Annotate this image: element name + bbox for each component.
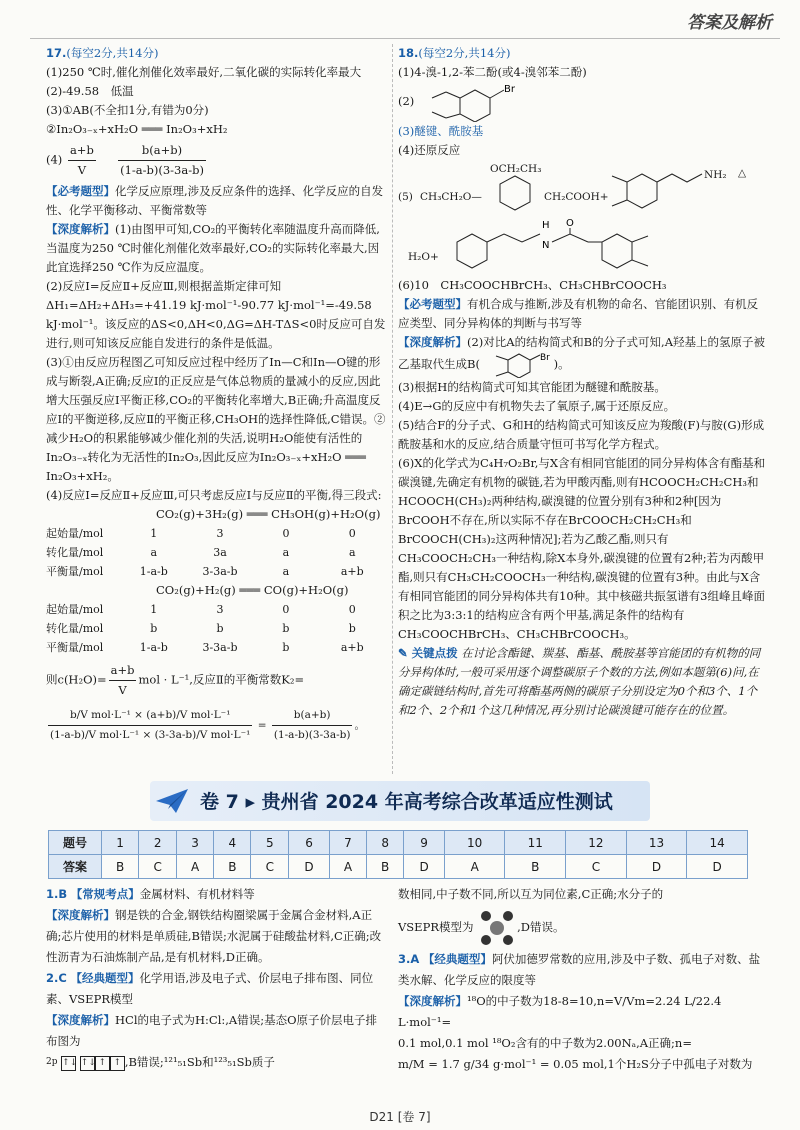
- q18-shendu-3: (3)根据H的结构简式可知其官能团为醚键和酰胺基。: [398, 380, 666, 394]
- header-cell: 答案: [49, 855, 102, 879]
- q17-section: [46, 44, 386, 745]
- q17-eq2: CO₂(g)+H₂(g) ═══ CO(g)+H₂O(g): [156, 583, 349, 597]
- paper-plane-icon: [154, 787, 190, 815]
- orbital-box: ↑↓: [61, 1056, 76, 1071]
- test-banner: [150, 781, 650, 821]
- frac-den: (1-a-b)/V mol·L⁻¹ × (3-3a-b)/V mol·L⁻¹: [50, 729, 251, 741]
- cell: a: [150, 546, 158, 559]
- structure-b-diagram: [420, 82, 530, 122]
- table-row: [46, 543, 386, 562]
- cell: 0: [348, 527, 356, 540]
- cell: B: [214, 855, 251, 879]
- orbital-box: ↑: [110, 1056, 125, 1071]
- cell: 6: [289, 831, 330, 855]
- cell: A: [177, 855, 214, 879]
- q3-text: 阿伏加德罗常数的应用,涉及中子数、孤电子对数、盐类水解、化学反应的限度等: [398, 952, 761, 987]
- q3-text-2: 0.1 mol,0.1 mol ¹⁸O₂含有的中子数为2.00Nₐ,A正确;n=: [398, 1036, 692, 1050]
- structure-b-inline-diagram: [484, 352, 554, 378]
- q3-shendu-tag: 【深度解析】: [398, 994, 467, 1008]
- cell: 0: [282, 527, 290, 540]
- row-label: 转化量/mol: [46, 622, 104, 635]
- frac-den: V: [118, 683, 127, 697]
- q17-ice-table-2: [46, 600, 386, 657]
- q17-a4-prefix: (4): [46, 152, 63, 167]
- q17-shendu-2: (2)反应Ⅰ=反应Ⅱ+反应Ⅲ,则根据盖斯定律可知ΔH₁=ΔH₂+ΔH₃=+41.19 kJ·mol⁻¹-90.77 kJ·mol⁻¹=-49.58 kJ·mol⁻¹。该反应的ΔS<0,ΔH<0,ΔG=ΔH-TΔS<0时反应可自发进行,则可知该反应能自发进行的条件是低温。: [46, 279, 386, 350]
- frac: [272, 706, 353, 745]
- orbital-label: 2p: [46, 1057, 58, 1067]
- q18-bixian-text: 有机合成与推断,涉及有机物的命名、官能团识别、有机反应类型、同分异构体的判断与书写等: [398, 297, 759, 330]
- q17-shendu-3: (3)①由反应历程图乙可知反应过程中经历了In—C和In—O键的形成与断裂,A正确;反应Ⅰ的正反应是气体总物质的量减小的反应,因此增大压强反应Ⅰ平衡正移,CO₂的平衡转化率增大,B正确;升高温度反应Ⅰ的平衡逆移,反应Ⅱ的平衡正移,CH₃OH的选择性降低,C错误。②减少H₂O的积累能够减少催化剂的失活,说明H₂O能使有活性的In₂O₃₋ₓ转化为无活性的In₂O₃,因此反应为In₂O₃₋ₓ+xH₂O ═══ In₂O₃+xH₂。: [46, 355, 386, 483]
- q17-shendu-tag: 【深度解析】: [46, 222, 115, 236]
- frac-den: (1-a-b)(3-3a-b): [273, 729, 351, 741]
- q1-shendu-text: 钢是铁的合金,钢铁结构圈梁属于金属合金材料,A正确;芯片使用的材料是单质硅,B错误;水泥属于硅酸盐材料,C正确;改性沥青为石油炼制产品,是有机材料,D正确。: [46, 908, 382, 964]
- text: )。: [553, 357, 570, 371]
- q17-a4-frac1: [68, 141, 96, 180]
- q18-shendu-6: (6)X的化学式为C₄H₇O₂Br,与X含有相同官能团的同分异构体含有酯基和碳溴键,先确定有机物的碳链,若为甲酸丙酯,则有HCOOCH₂CH₂CH₃和HCOOCH(CH₃)₂两种结构,碳溴键的位置分别有3种和2种[因为BrCOOH不存在,所以实际不存在BrCOOCH₂CH₂CH₃和BrCOOCH(CH₃)₂这两种情况];若为乙酸乙酯,则只有CH₃COOCH₂CH₃一种结构,除X本身外,碳溴键的位置有2种;若为丙酸甲酯,则只有CH₃CH₂COOCH₃一种结构,碳溴键的位置有3种。由此与X含有相同官能团的同分异构体共有10种。其中核磁共振氢谱有3组峰且峰面积之比为3:3:1的结构应含有两个甲基,满足条件的结构有CH₃COOCHBrCH₃、CH₃CHBrCOOCH₃。: [398, 456, 766, 641]
- q2-shendu-tag: 【深度解析】: [46, 1013, 115, 1027]
- q17-answer-3: (3)①AB(不全扣1分,有错为0分): [46, 103, 209, 117]
- cell: a+b: [340, 641, 364, 654]
- q17-score: (每空2分,共14分): [66, 46, 159, 60]
- cell: 0: [282, 603, 290, 616]
- q18-shendu-4: (4)E→G的反应中有机物失去了氧原子,属于还原反应。: [398, 399, 676, 413]
- cell: 1: [150, 527, 158, 540]
- o-atom: O: [566, 218, 574, 229]
- text: (2): [398, 94, 415, 108]
- cell: a: [282, 546, 290, 559]
- cell: A: [444, 855, 505, 879]
- q2-shendu-text: HCl的电子式为H:Cl:,A错误;基态O原子价层电子排布图为: [46, 1013, 378, 1048]
- table-row: [46, 619, 386, 638]
- text: CH₂COOH+: [544, 191, 609, 203]
- frac-den: V: [77, 163, 87, 177]
- table-row: [46, 524, 386, 543]
- cell: a: [282, 565, 290, 578]
- q17-number: 17.: [46, 46, 67, 60]
- q18-answer-5-products: [398, 218, 766, 276]
- q18-shendu-2: (2)对比A的结构简式和B的分子式可知,A羟基上的氢原子被乙基取代生成B(: [398, 335, 766, 371]
- cell: A: [329, 855, 366, 879]
- q2-text: 化学用语,涉及电子式、价层电子排布图、同位素、VSEPR模型: [46, 971, 374, 1006]
- q17-answer-2: (2)-49.58 低温: [46, 84, 134, 98]
- frac-den: (1-a-b)(3-3a-b): [120, 163, 204, 177]
- q2-cont-text: 数相同,中子数不同,所以互为同位素,C正确;水分子的: [398, 887, 664, 901]
- cell: b: [282, 622, 290, 635]
- cell: C: [139, 855, 177, 879]
- q18-answer-3: (3)醚键、酰胺基: [398, 124, 484, 138]
- column-divider: [392, 44, 393, 774]
- text: ,D错误。: [517, 920, 565, 934]
- q17-ice-table-1: [46, 524, 386, 581]
- q3-shendu-text: ¹⁸O的中子数为18-8=10,n=V/Vm=2.24 L/22.4 L·mol⁻¹=: [398, 994, 722, 1029]
- q18-shendu-5: (5)结合F的分子式、G和H的结构简式可知该反应为羧酸(F)与胺(G)形成酰胺基和水的反应,结合质量守恒可书写化学方程式。: [398, 418, 765, 451]
- orbital-box: ↑↓: [80, 1056, 95, 1071]
- br-label: Br: [504, 84, 515, 95]
- text: H₂O+: [408, 251, 439, 263]
- q2-vsepr-line: [398, 905, 766, 949]
- q17-shendu-4: (4)反应Ⅰ=反应Ⅱ+反应Ⅲ,可只考虑反应Ⅰ与反应Ⅱ的平衡,得三段式:: [46, 488, 382, 502]
- orbital-box: ↑: [95, 1056, 110, 1071]
- frac-num: a+b: [109, 661, 137, 681]
- cell: 0: [348, 603, 356, 616]
- cell: b: [216, 622, 224, 635]
- cell: 2: [139, 831, 177, 855]
- header-rule: [30, 38, 780, 39]
- table-row: [49, 831, 748, 855]
- q18-tip-text: 在讨论含酯键、羰基、酯基、酰胺基等官能团的有机物的同分异构体时,一般可采用逐个调整碳原子个数的方法,例如本题第(6)问,在确定碳链结构时,首先可将酯基两侧的碳原子分别设定为0个和3个、1个和2个、2个和1个这几种情况,再分别讨论碳溴键可能存在的位置。: [398, 646, 761, 717]
- cell: D: [626, 855, 687, 879]
- cell: 7: [329, 831, 366, 855]
- row-label: 平衡量/mol: [46, 565, 104, 578]
- cell: 14: [687, 831, 748, 855]
- q3-tag: 【经典题型】: [422, 952, 492, 966]
- cell: 13: [626, 831, 687, 855]
- cell: C: [251, 855, 289, 879]
- cell: D: [687, 855, 748, 879]
- row-label: 起始量/mol: [46, 527, 104, 540]
- q18-tip-tag: ✎ 关键点拨: [398, 646, 458, 660]
- q1-head: 1.B: [46, 887, 68, 901]
- q3-text-3: m/M = 1.7 g/34 g·mol⁻¹ = 0.05 mol,1个H₂S分子中孤电子对数为: [398, 1057, 753, 1071]
- frac-num: b/V mol·L⁻¹ × (a+b)/V mol·L⁻¹: [48, 706, 252, 726]
- cell: b: [348, 622, 356, 635]
- q18-score: (每空2分,共14分): [418, 46, 511, 60]
- q2-text-cont: ,B错误;¹²¹₅₁Sb和¹²³₅₁Sb质子: [124, 1055, 275, 1069]
- q17-answer-3b: ②In₂O₃₋ₓ+xH₂O ═══ In₂O₃+xH₂: [46, 122, 228, 136]
- frac-num: b(a+b): [272, 706, 353, 726]
- cell: 11: [505, 831, 566, 855]
- q17-bixian-text: 化学反应原理,涉及反应条件的选择、化学反应的自发性、化学平衡移动、平衡常数等: [46, 184, 384, 217]
- water-vsepr-model-icon: [477, 910, 517, 946]
- br-label: Br: [539, 353, 550, 363]
- h-atom: H: [542, 220, 550, 231]
- cell: 1: [102, 831, 139, 855]
- cell: B: [102, 855, 139, 879]
- q18-answer-1: (1)4-溴-1,2-苯二酚(或4-溴邻苯二酚): [398, 65, 587, 79]
- q18-answer-2: [398, 82, 766, 122]
- q18-number: 18.: [398, 46, 419, 60]
- q18-answer-6: (6)10 CH₃COOCHBrCH₃、CH₃CHBrCOOCH₃: [398, 278, 667, 292]
- q18-answer-4: (4)还原反应: [398, 143, 461, 157]
- cell: 3-3a-b: [202, 565, 238, 578]
- table-row: [49, 855, 748, 879]
- cell: 9: [404, 831, 445, 855]
- frac: [109, 661, 137, 700]
- q17-answer-1: (1)250 ℃时,催化剂催化效率最好,二氧化碳的实际转化率最大: [46, 65, 362, 79]
- cell: 5: [251, 831, 289, 855]
- q2-tag: 【经典题型】: [70, 971, 140, 985]
- q17-bixian-tag: 【必考题型】: [46, 184, 115, 198]
- q17-k2-expression: $\frac{\text{b/V mol·L⁻¹ × (a+b)/V mol·L⁻¹}}{\text{(1-a-b)/V mol·L⁻¹ × (3-3a-b)/V mol·L⁻¹}}$ = $\frac{b(a+b)}{(1-a-b)(3-3a-b)}$ 。: [46, 706, 386, 745]
- page-footer: D21 [卷 7]: [369, 1110, 431, 1124]
- q1-shendu-tag: 【深度解析】: [46, 908, 115, 922]
- cell: b: [150, 622, 158, 635]
- cell: 10: [444, 831, 505, 855]
- table-row: [46, 638, 386, 657]
- q18-answer-5-reactants: [398, 160, 766, 218]
- banner-title: 卷 7 ▸ 贵州省 2024 年高考综合改革适应性测试: [200, 791, 613, 813]
- q18-shendu-tag: 【深度解析】: [398, 335, 467, 349]
- heat-arrow: △: [738, 167, 747, 179]
- cell: 8: [367, 831, 404, 855]
- text: NH₂: [704, 169, 727, 181]
- cell: 3-3a-b: [202, 641, 238, 654]
- q2-head: 2.C: [46, 971, 67, 985]
- q17-a4-frac2: [118, 141, 206, 180]
- cell: 12: [566, 831, 627, 855]
- amine-structure-diagram: [602, 166, 712, 216]
- cell: B: [367, 855, 404, 879]
- answers-right-column: [398, 884, 766, 1075]
- cell: 4: [214, 831, 251, 855]
- table-row: [46, 600, 386, 619]
- row-label: 起始量/mol: [46, 603, 104, 616]
- text: CH₃CH₂O—: [420, 191, 482, 203]
- cell: 3: [216, 527, 224, 540]
- cell: D: [404, 855, 445, 879]
- q17-shendu-5: [46, 661, 386, 700]
- q1-tag: 【常规考点】: [70, 887, 140, 901]
- frac: [48, 706, 252, 745]
- q17-answer-4: [46, 141, 386, 180]
- cell: a: [349, 546, 356, 559]
- q1-text: 金属材料、有机材料等: [139, 887, 255, 901]
- text: 则c(H₂O)=: [46, 672, 107, 687]
- cell: 3: [216, 603, 224, 616]
- cell: D: [289, 855, 330, 879]
- cell: 3: [177, 831, 214, 855]
- row-label: 平衡量/mol: [46, 641, 104, 654]
- table-row: [46, 562, 386, 581]
- frac-num: a+b: [68, 141, 96, 161]
- cell: 1: [150, 603, 158, 616]
- q3-head: 3.A: [398, 952, 420, 966]
- cell: a+b: [340, 565, 364, 578]
- amide-product-diagram: [442, 218, 762, 276]
- text: (5): [398, 191, 413, 203]
- benzene-ring-icon: [490, 172, 540, 218]
- cell: b: [282, 641, 290, 654]
- cell: 3a: [213, 546, 227, 559]
- answer-key-table: [48, 830, 748, 879]
- header-cell: 题号: [49, 831, 102, 855]
- frac-num: b(a+b): [118, 141, 206, 161]
- cell: B: [505, 855, 566, 879]
- cell: C: [566, 855, 627, 879]
- cell: 1-a-b: [139, 641, 168, 654]
- q18-section: [398, 44, 766, 720]
- text: mol · L⁻¹,反应Ⅱ的平衡常数K₂=: [138, 672, 305, 687]
- q17-eq1: CO₂(g)+3H₂(g) ═══ CH₃OH(g)+H₂O(g): [156, 507, 381, 521]
- text: 关键点拨: [411, 646, 458, 660]
- row-label: 转化量/mol: [46, 546, 104, 559]
- answers-left-column: [46, 884, 384, 1073]
- text: VSEPR模型为: [398, 920, 474, 934]
- cell: 1-a-b: [139, 565, 168, 578]
- q18-bixian-tag: 【必考题型】: [398, 297, 467, 311]
- header-title: 答案及解析: [687, 13, 772, 33]
- n-atom: N: [542, 240, 550, 251]
- q17-shendu-1: (1)由图甲可知,CO₂的平衡转化率随温度升高而降低,当温度为250 ℃时催化剂催化效率最好,CO₂的实际转化率最大,因此宜选择250 ℃作为反应温度。: [46, 222, 380, 274]
- q2-orbital-line: [46, 1052, 384, 1073]
- text: OCH₂CH₃: [490, 163, 542, 175]
